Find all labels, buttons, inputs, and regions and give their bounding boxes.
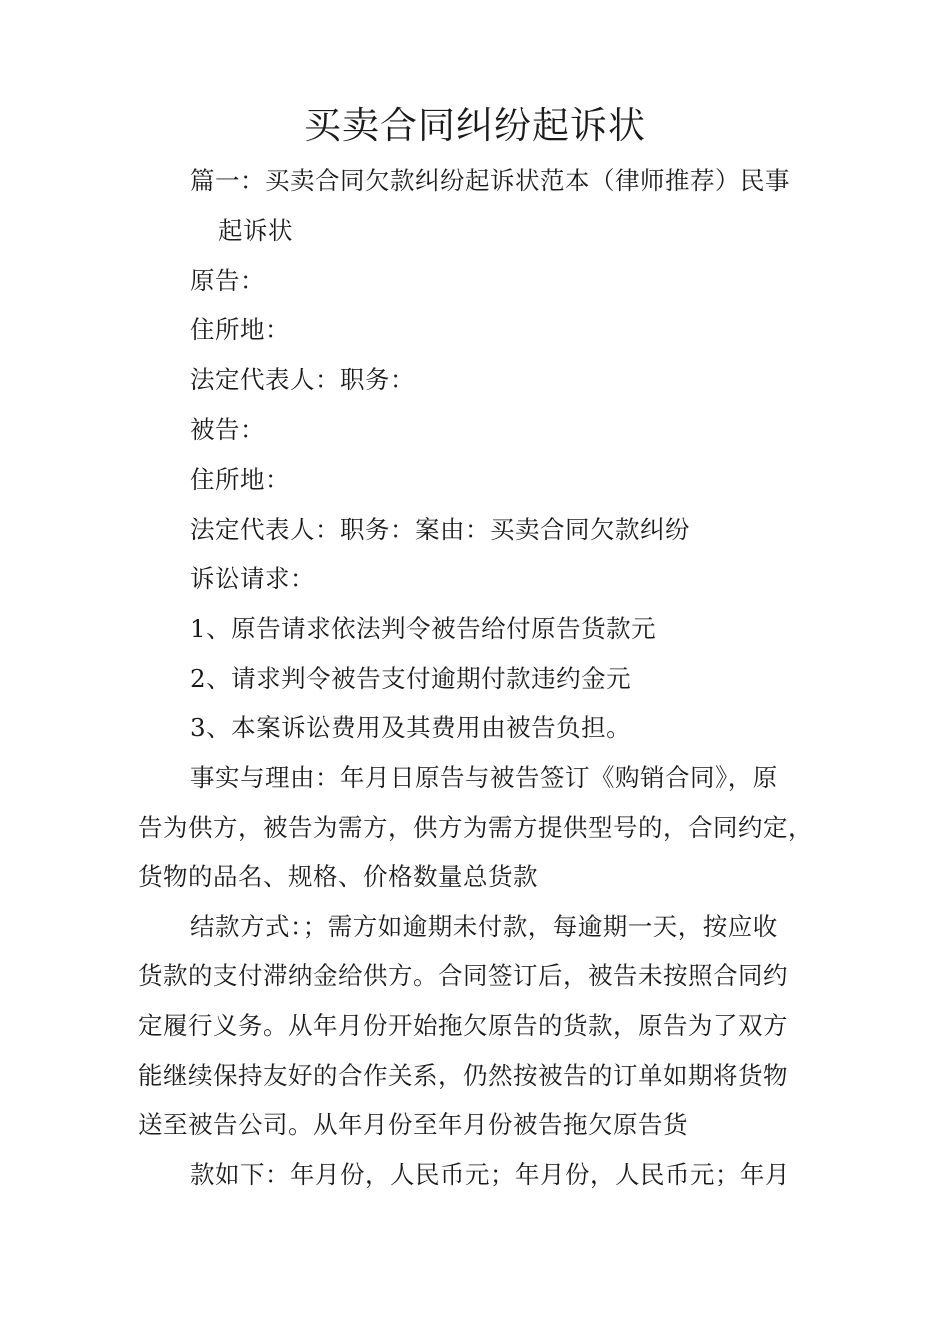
section-heading: 篇一：买卖合同欠款纠纷起诉状范本（律师推荐）民事: [190, 166, 790, 195]
payment-paragraph-line: 能继续保持友好的合作关系，仍然按被告的订单如期将货物: [138, 1061, 788, 1090]
claim-item-3: 3、本案诉讼费用及其费用由被告负担。: [190, 713, 632, 742]
facts-paragraph-line: 货物的品名、规格、价格数量总货款: [138, 862, 538, 891]
defendant-representative-line: 法定代表人：职务：案由：买卖合同欠款纠纷: [190, 515, 690, 544]
section-heading-continuation: 起诉状: [218, 216, 293, 245]
payment-paragraph-line: 定履行义务。从年月份开始拖欠原告的货款，原告为了双方: [138, 1011, 788, 1040]
payment-paragraph-line: 结款方式：；需方如逾期未付款，每逾期一天，按应收: [190, 912, 778, 941]
defendant-address-line: 住所地：: [190, 465, 290, 494]
claims-heading: 诉讼请求：: [190, 564, 315, 593]
claim-item-1: 1、原告请求依法判令被告给付原告货款元: [190, 614, 657, 643]
facts-paragraph-line: 告为供方，被告为需方，供方为需方提供型号的，合同约定，: [138, 813, 813, 842]
document-title: 买卖合同纠纷起诉状: [304, 104, 646, 147]
plaintiff-address-line: 住所地：: [190, 315, 290, 344]
defendant-line: 被告：: [190, 415, 265, 444]
payment-paragraph-line: 送至被告公司。从年月份至年月份被告拖欠原告货: [138, 1110, 688, 1139]
plaintiff-line: 原告：: [190, 266, 265, 295]
payment-paragraph-line: 货款的支付滞纳金给供方。合同签订后，被告未按照合同约: [138, 961, 788, 990]
facts-paragraph-line: 事实与理由：年月日原告与被告签订《购销合同》，原: [190, 763, 778, 792]
arrears-paragraph-line: 款如下：年月份，人民币元；年月份，人民币元；年月: [190, 1160, 790, 1189]
plaintiff-representative-line: 法定代表人：职务：: [190, 365, 415, 394]
claim-item-2: 2、请求判令被告支付逾期付款违约金元: [190, 664, 632, 693]
